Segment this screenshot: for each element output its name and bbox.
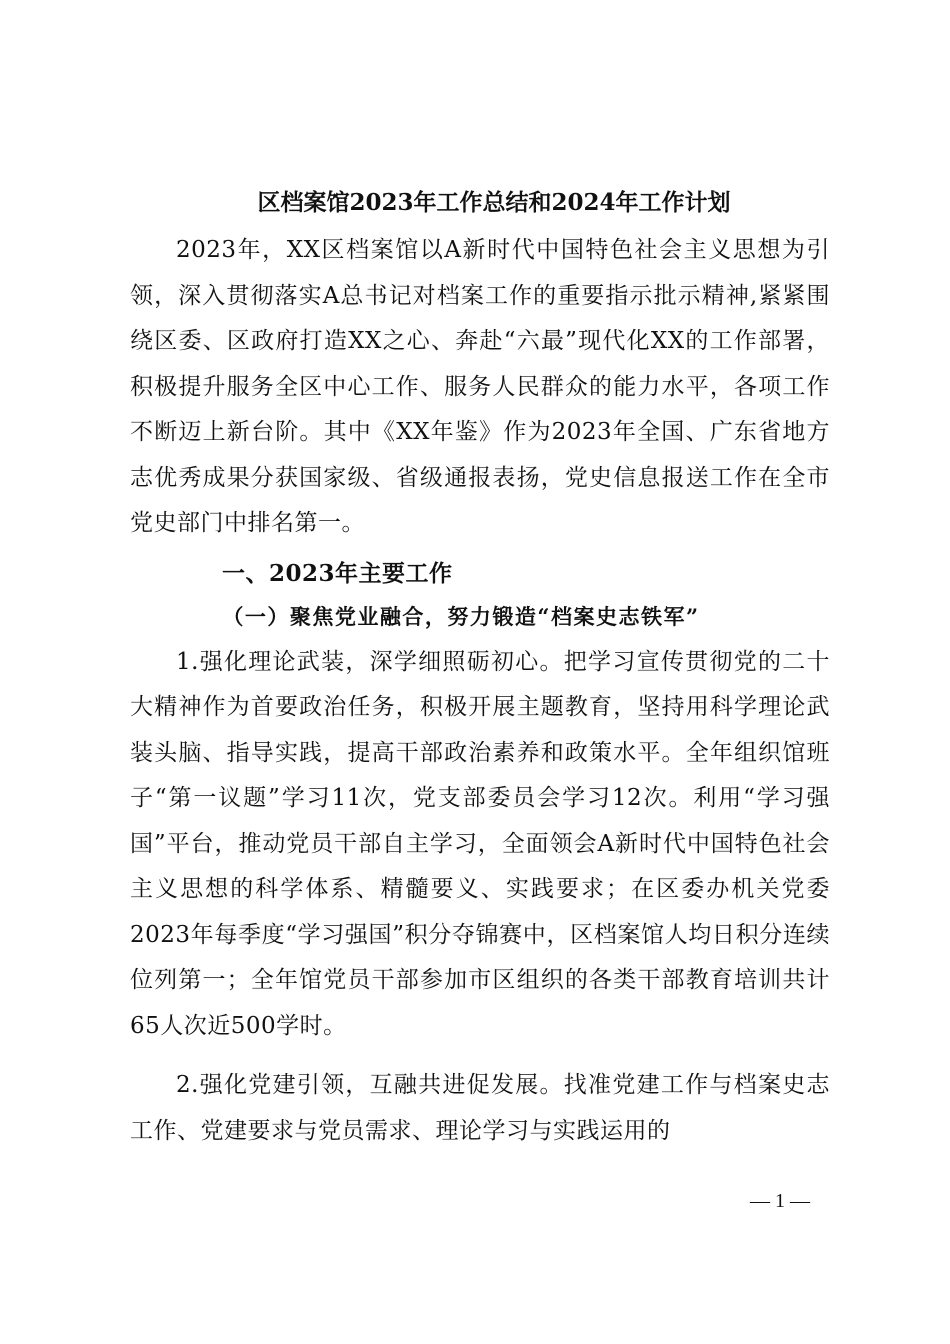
document-body — [130, 178, 830, 1154]
paragraph-spacer — [130, 1049, 830, 1063]
item-1-paragraph: 1.强化理论武装，深学细照砺初心。把学习宣传贯彻党的二十大精神作为首要政治任务，积极开展主题教育，坚持用科学理论武装头脑、指导实践，提高干部政治素养和政策水平。全年组织馆班子“第一议题”学习11次，党支部委员会学习12次。利用“学习强国”平台，推动党员干部自主学习，全面领会A新时代中国特色社会主义思想的科学体系、精髓要义、实践要求；在区委办机关党委2023年每季度“学习强国”积分夺锦赛中，区档案馆人均日积分连续位列第一；全年馆党员干部参加市区组织的各类干部教育培训共计65人次近500学时。 — [130, 648, 830, 1039]
document-title: 区档案馆2023年工作总结和2024年工作计划 — [257, 189, 731, 216]
subsection-heading-party-integration: （一）聚焦党业融合，努力锻造“档案史志铁军” — [222, 603, 700, 629]
page-number: — 1 — — [750, 1190, 810, 1212]
section-heading-main-work: 一、2023年主要工作 — [222, 559, 453, 587]
item-2-paragraph: 2.强化党建引领，互融共进促发展。找准党建工作与档案史志工作、党建要求与党员需求、理论学习与实践运用的 — [130, 1072, 830, 1144]
intro-paragraph: 2023年，XX区档案馆以A新时代中国特色社会主义思想为引领，深入贯彻落实A总书记对档案工作的重要指示批示精神,紧紧围绕区委、区政府打造XX之心、奔赴“六最”现代化XX的工作部署，积极提升服务全区中心工作、服务人民群众的能力水平，各项工作不断迈上新台阶。其中《XX年鉴》作为2023年全国、广东省地方志优秀成果分获国家级、省级通报表扬，党史信息报送工作在全市党史部门中排名第一。 — [130, 237, 830, 536]
